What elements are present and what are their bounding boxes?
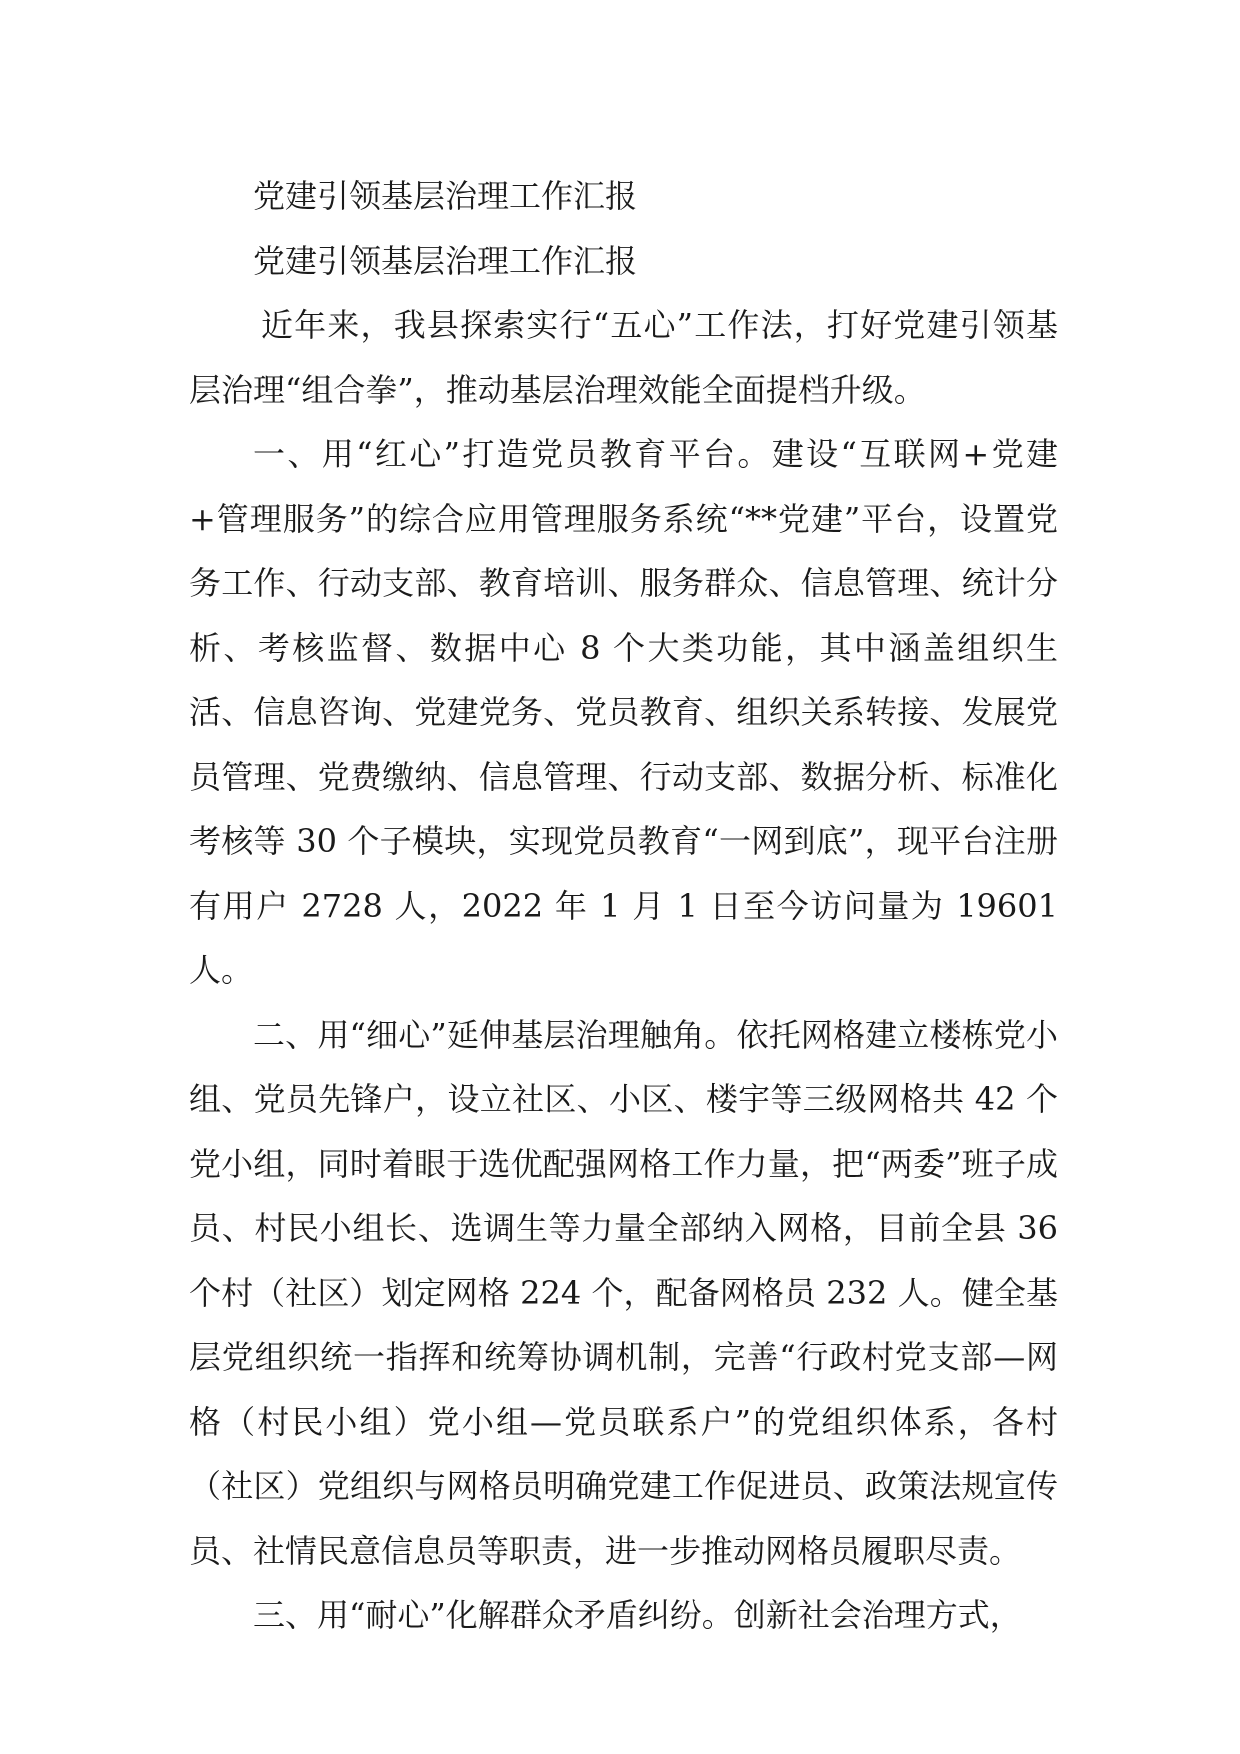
- section-paragraph-1: 一、用“红心”打造党员教育平台。建设“互联网+党建+管理服务”的综合应用管理服务系统“**党建”平台，设置党务工作、行动支部、教育培训、服务群众、信息管理、统计分析、考核监督、数据中心 8 个大类功能，其中涵盖组织生活、信息咨询、党建党务、党员教育、组织关系转接、发展党员管理、党费缴纳、信息管理、行动支部、数据分析、标准化考核等 30 个子模块，实现党员教育“一网到底”，现平台注册有用户 2728 人，2022 年 1 月 1 日至今访问量为 19601 人。: [189, 435, 1058, 989]
- section-paragraph-3: 三、用“耐心”化解群众矛盾纠纷。创新社会治理方式，: [253, 1596, 1022, 1634]
- document-title: 党建引领基层治理工作汇报: [253, 177, 638, 215]
- intro-paragraph: 近年来，我县探索实行“五心”工作法，打好党建引领基层治理“组合拳”，推动基层治理效能全面提档升级。: [189, 306, 1058, 409]
- section-paragraph-2: 二、用“细心”延伸基层治理触角。依托网格建立楼栋党小组、党员先锋户，设立社区、小区、楼宇等三级网格共 42 个党小组，同时着眼于选优配强网格工作力量，把“两委”班子成员、村民小组长、选调生等力量全部纳入网格，目前全县 36 个村（社区）划定网格 224 个，配备网格员 232 人。健全基层党组织统一指挥和统筹协调机制，完善“行政村党支部—网格（村民小组）党小组—党员联系户”的党组织体系，各村（社区）党组织与网格员明确党建工作促进员、政策法规宣传员、社情民意信息员等职责，进一步推动网格员履职尽责。: [189, 1015, 1058, 1570]
- document-body: [189, 164, 1058, 1648]
- document-subtitle: 党建引领基层治理工作汇报: [253, 241, 638, 280]
